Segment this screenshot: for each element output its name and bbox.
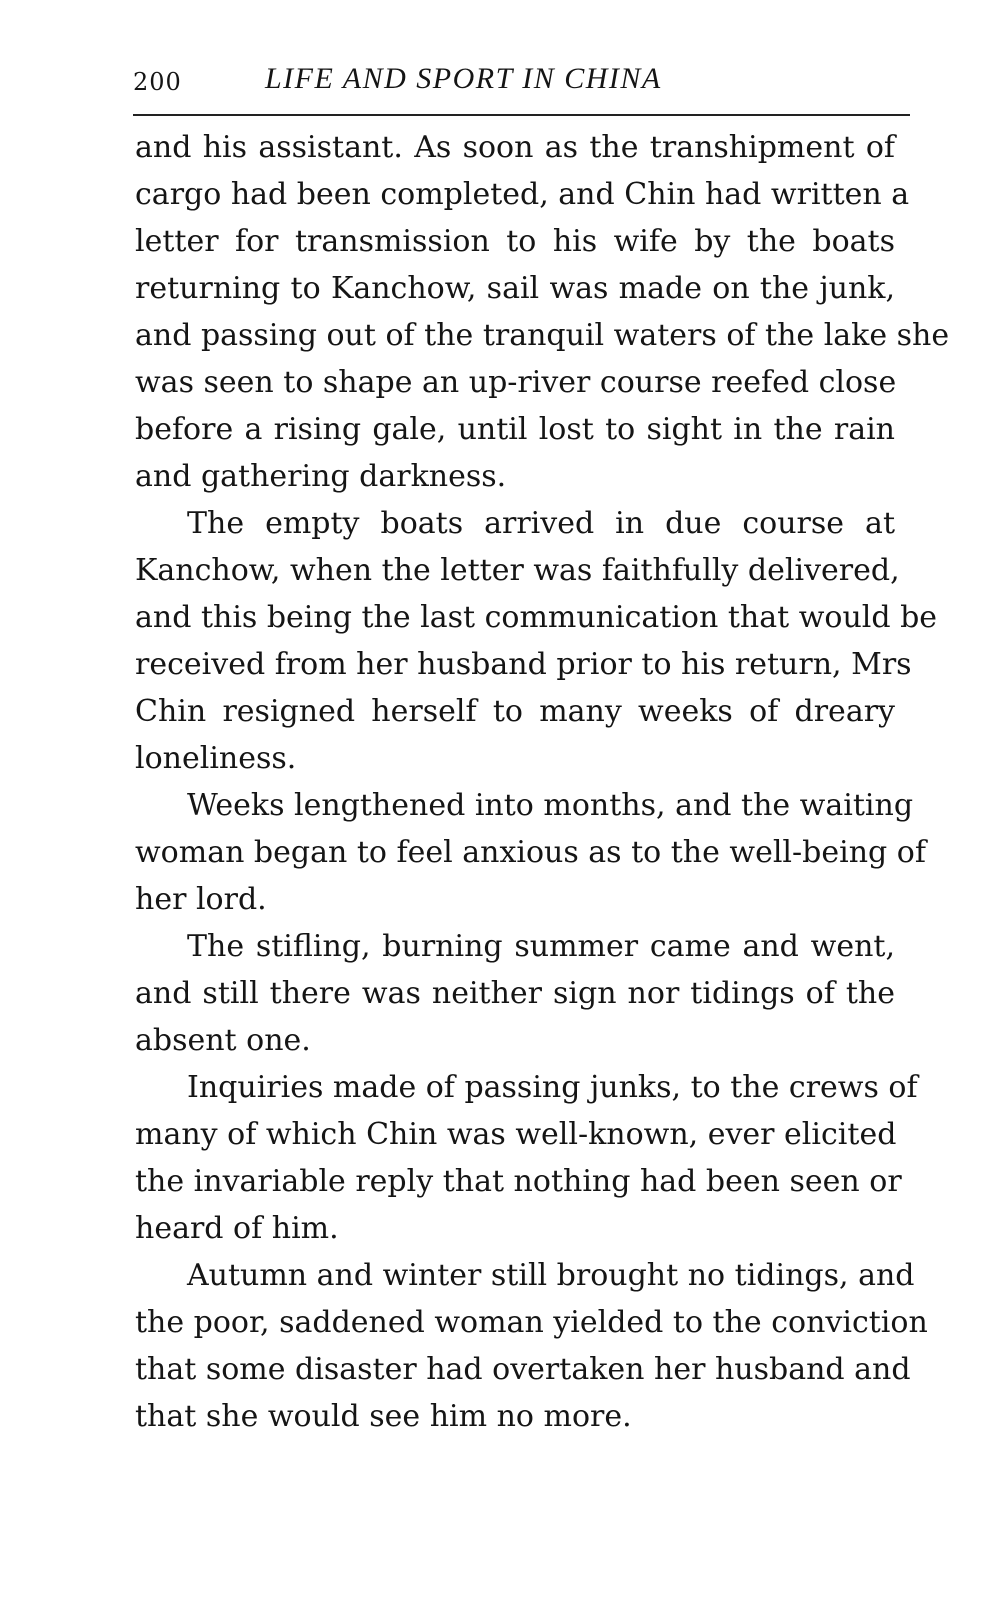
text-line: loneliness. bbox=[135, 741, 297, 776]
body-text bbox=[135, 124, 950, 1440]
text-line: and gathering darkness. bbox=[135, 459, 507, 494]
text-line: cargo had been completed, and Chin had written a bbox=[135, 177, 910, 212]
text-line: her lord. bbox=[135, 882, 267, 917]
paragraph-5 bbox=[135, 1064, 918, 1252]
running-title: LIFE AND SPORT IN CHINA bbox=[265, 62, 662, 95]
text-line: was seen to shape an up-river course reefed close bbox=[135, 365, 897, 400]
text-line: Kanchow, when the letter was faithfully delivered, bbox=[135, 553, 900, 588]
text-line: the poor, saddened woman yielded to the conviction bbox=[135, 1305, 928, 1340]
text-line: and this being the last communication that would be bbox=[135, 600, 938, 635]
text-line: that she would see him no more. bbox=[135, 1399, 632, 1434]
text-line: Weeks lengthened into months, and the waiting bbox=[187, 788, 914, 823]
paragraph-3 bbox=[135, 782, 926, 923]
text-line: the invariable reply that nothing had been seen or bbox=[135, 1164, 902, 1199]
paragraph-1 bbox=[135, 124, 950, 500]
text-line: The stifling, burning summer came and went, bbox=[187, 929, 895, 964]
text-line: received from her husband prior to his return, Mrs bbox=[135, 647, 912, 682]
text-line: heard of him. bbox=[135, 1211, 339, 1246]
text-line: and his assistant. As soon as the transhipment of bbox=[135, 130, 895, 165]
text-line: that some disaster had overtaken her husband and bbox=[135, 1352, 911, 1387]
header-rule bbox=[133, 114, 910, 116]
text-line: The empty boats arrived in due course at bbox=[187, 506, 895, 541]
page-header bbox=[133, 62, 910, 102]
paragraph-4 bbox=[135, 923, 895, 1064]
text-line: Autumn and winter still brought no tidings, and bbox=[187, 1258, 915, 1293]
paragraph-2 bbox=[135, 500, 938, 782]
text-line: before a rising gale, until lost to sight in the rain bbox=[135, 412, 895, 447]
text-line: returning to Kanchow, sail was made on the junk, bbox=[135, 271, 895, 306]
text-line: Chin resigned herself to many weeks of dreary bbox=[135, 694, 895, 729]
text-line: and still there was neither sign nor tidings of the bbox=[135, 976, 895, 1011]
text-line: many of which Chin was well-known, ever elicited bbox=[135, 1117, 897, 1152]
text-line: woman began to feel anxious as to the well-being of bbox=[135, 835, 926, 870]
text-line: letter for transmission to his wife by the boats bbox=[135, 224, 895, 259]
text-line: and passing out of the tranquil waters of the lake she bbox=[135, 318, 950, 353]
text-line: absent one. bbox=[135, 1023, 311, 1058]
paragraph-6 bbox=[135, 1252, 928, 1440]
page-number: 200 bbox=[133, 68, 182, 96]
text-line: Inquiries made of passing junks, to the crews of bbox=[187, 1070, 918, 1105]
